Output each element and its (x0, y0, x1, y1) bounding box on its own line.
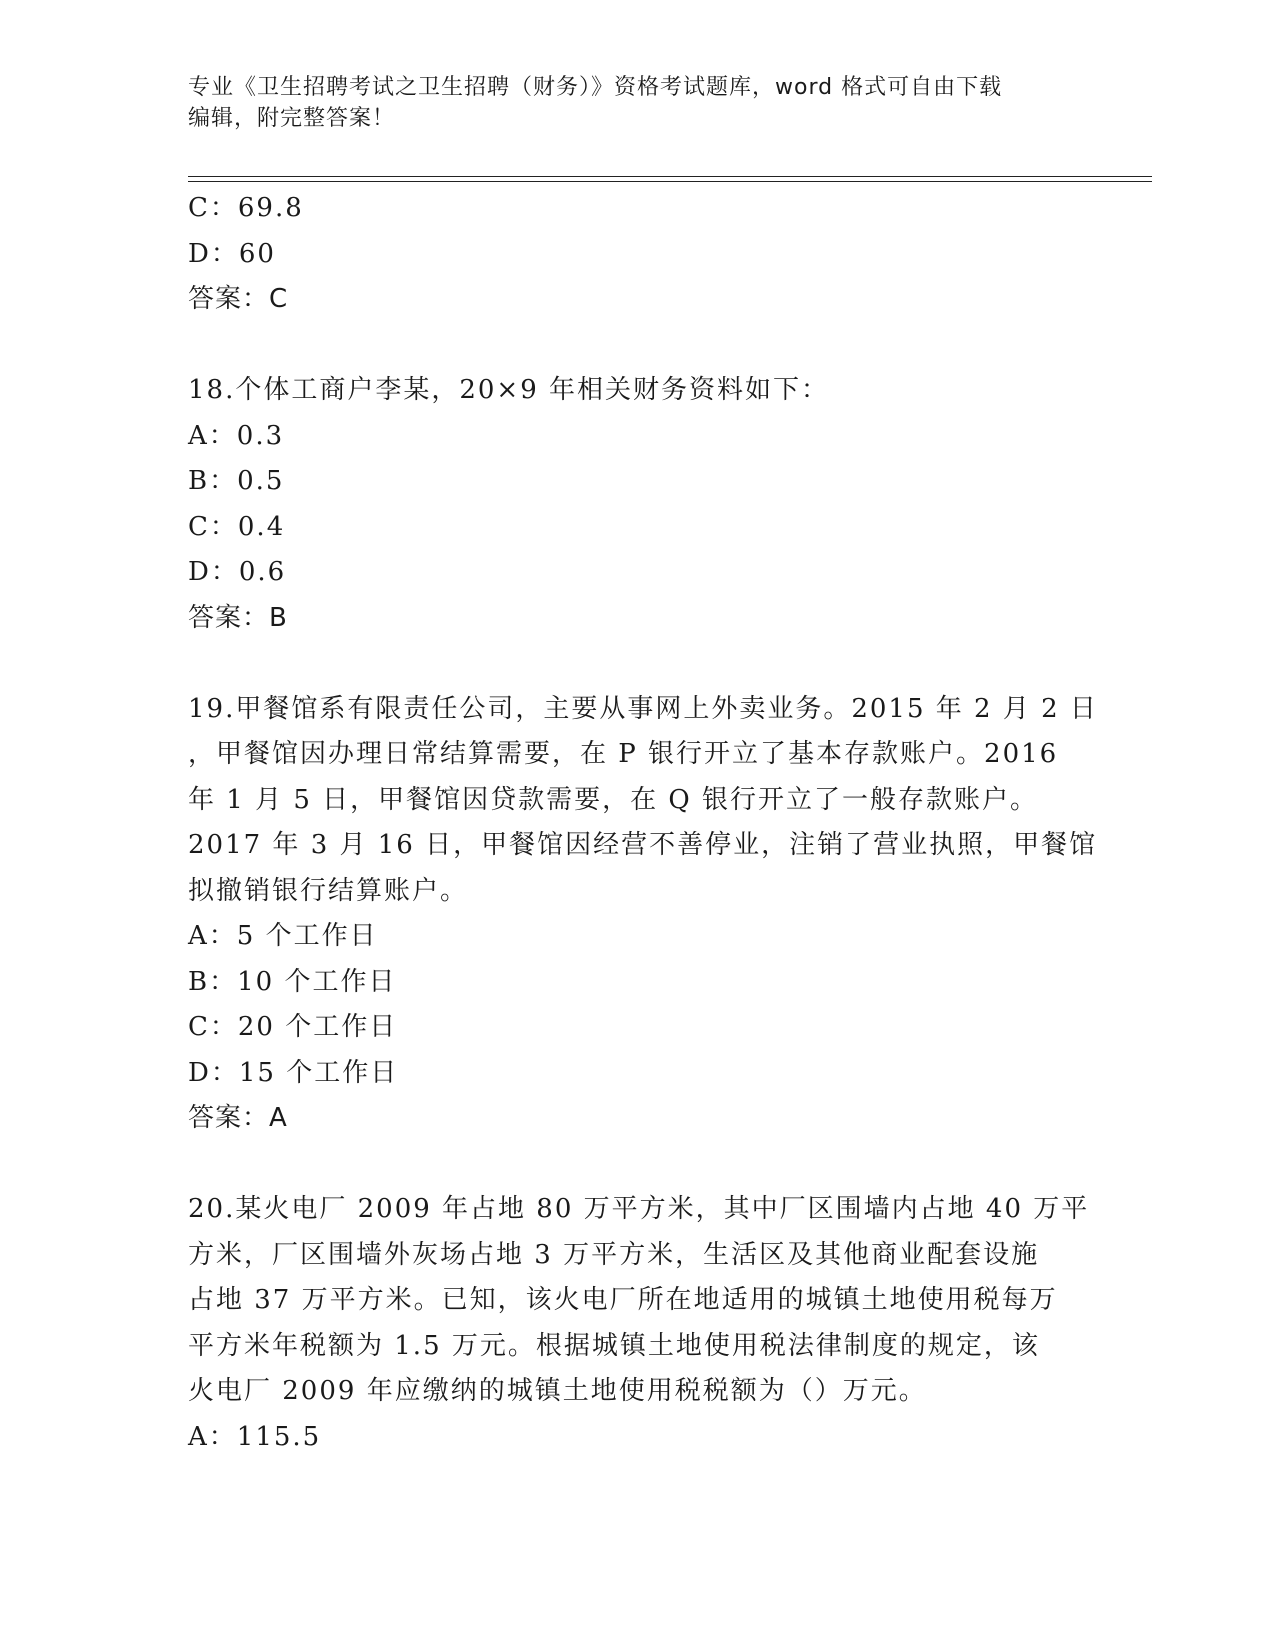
option-a: A：115.5 (188, 1421, 322, 1452)
header-title-line-1: 专业《卫生招聘考试之卫生招聘（财务）》资格考试题库，word 格式可自由下载 (188, 75, 1003, 100)
spacer (188, 1142, 1088, 1188)
question-stem (188, 1187, 1088, 1415)
stem-line: 占地 37 万平方米。已知，该火电厂所在地适用的城镇土地使用税每万 (188, 1285, 1058, 1315)
option-d: D：15 个工作日 (188, 1057, 399, 1088)
spacer (188, 323, 1088, 369)
stem-line: ，甲餐馆因办理日常结算需要，在 P 银行开立了基本存款账户。2016 (188, 739, 1059, 769)
answer-line: 答案：C (188, 284, 289, 314)
question-list (188, 186, 1098, 1460)
stem-line: 20.某火电厂 2009 年占地 80 万平方米，其中厂区围墙内占地 40 万平 (188, 1194, 1090, 1224)
option-b: B：10 个工作日 (188, 966, 397, 997)
answer-line: 答案：A (188, 1103, 288, 1133)
question-17-tail (188, 186, 1088, 323)
option-c: C：69.8 (188, 193, 304, 223)
question-19 (188, 687, 1098, 1142)
header-title-line-2: 编辑，附完整答案！ (188, 106, 396, 131)
option-c: C：0.4 (188, 511, 286, 542)
stem-line: 拟撤销银行结算账户。 (188, 875, 469, 906)
question-stem: 18.个体工商户李某，20×9 年相关财务资料如下： (188, 375, 830, 405)
spacer (188, 641, 1088, 687)
stem-line: 火电厂 2009 年应缴纳的城镇土地使用税税额为（）万元。 (188, 1376, 927, 1406)
stem-line: 平方米年税额为 1.5 万元。根据城镇土地使用税法律制度的规定，该 (188, 1330, 1040, 1361)
stem-line: 年 1 月 5 日，甲餐馆因贷款需要，在 Q 银行开立了一般存款账户。 (188, 784, 1038, 815)
stem-line: 2017 年 3 月 16 日，甲餐馆因经营不善停业，注销了营业执照，甲餐馆 (188, 830, 1098, 860)
question-stem (188, 687, 1098, 915)
stem-line: 方米，厂区围墙外灰场占地 3 万平方米，生活区及其他商业配套设施 (188, 1239, 1040, 1270)
stem-line: 19.甲餐馆系有限责任公司，主要从事网上外卖业务。2015 年 2 月 2 日 (188, 693, 1098, 724)
option-d: D：60 (188, 238, 276, 269)
option-b: B：0.5 (188, 466, 285, 496)
option-a: A：5 个工作日 (188, 921, 378, 951)
option-a: A：0.3 (188, 420, 285, 451)
question-18 (188, 368, 1088, 641)
option-d: D：0.6 (188, 557, 287, 587)
answer-line: 答案：B (188, 602, 288, 633)
question-20 (188, 1187, 1088, 1460)
header-divider (188, 176, 1152, 182)
page-header (188, 72, 1068, 134)
option-c: C：20 个工作日 (188, 1012, 398, 1042)
